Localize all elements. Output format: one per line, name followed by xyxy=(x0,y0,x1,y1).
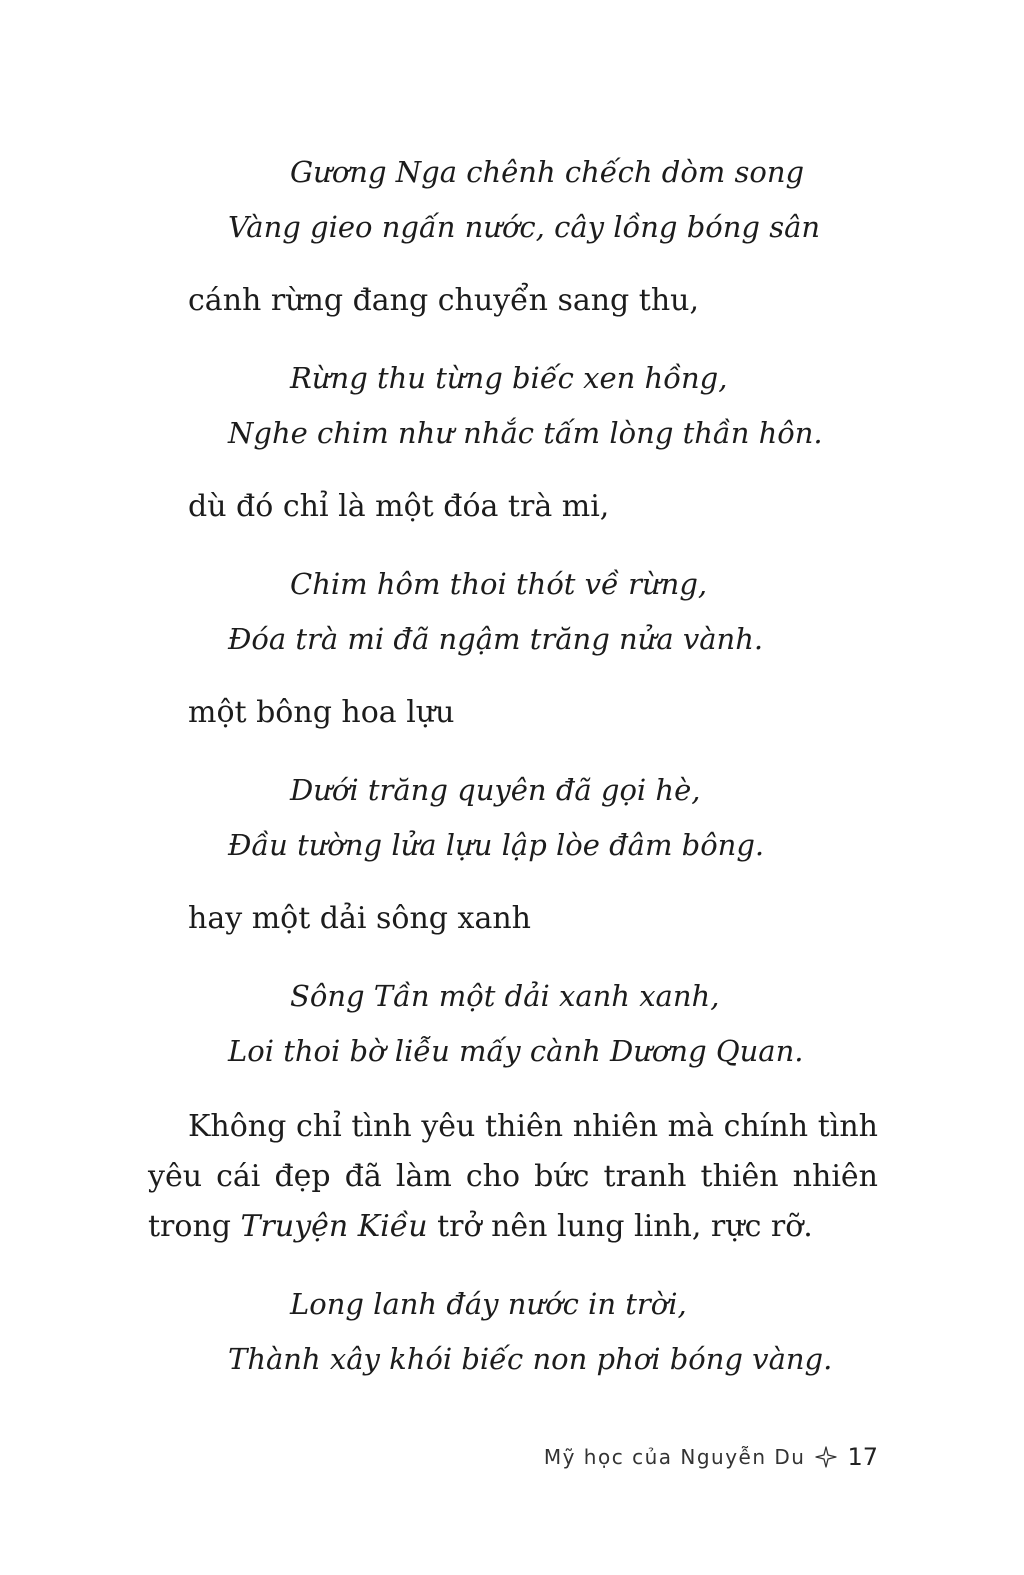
verse-line: Đầu tường lửa lựu lập lòe đâm bông. xyxy=(228,828,765,862)
prose-line: cánh rừng đang chuyển sang thu, xyxy=(188,283,700,318)
verse-line: Đóa trà mi đã ngậm trăng nửa vành. xyxy=(228,622,764,656)
verse-line: Rừng thu từng biếc xen hồng, xyxy=(290,361,728,395)
paragraph-text-end: trở nên lung linh, rực rỡ. xyxy=(427,1209,813,1244)
page-footer xyxy=(544,1443,878,1471)
verse-line: Thành xây khói biếc non phơi bóng vàng. xyxy=(228,1342,833,1376)
prose-line: hay một dải sông xanh xyxy=(188,901,531,936)
book-title: Truyện Kiều xyxy=(240,1209,428,1244)
verse-line: Vàng gieo ngấn nước, cây lồng bóng sân xyxy=(228,210,821,244)
verse-line: Loi thoi bờ liễu mấy cành Dương Quan. xyxy=(228,1034,804,1068)
body-paragraph xyxy=(148,1102,878,1252)
paragraph-text: Không chỉ tình yêu thiên nhiên mà chính tình yêu cái đẹp đã làm cho bức tranh thiên nhiên trong xyxy=(148,1109,878,1244)
prose-line: một bông hoa lựu xyxy=(188,695,455,730)
verse-line: Chim hôm thoi thót về rừng, xyxy=(290,567,708,601)
verse-line: Sông Tần một dải xanh xanh, xyxy=(290,979,720,1013)
verse-line: Long lanh đáy nước in trời, xyxy=(290,1287,687,1321)
verse-line: Gương Nga chênh chếch dòm song xyxy=(290,155,805,189)
verse-line: Nghe chim như nhắc tấm lòng thần hôn. xyxy=(228,416,823,450)
running-title: Mỹ học của Nguyễn Du xyxy=(543,1445,806,1469)
prose-line: dù đó chỉ là một đóa trà mi, xyxy=(188,489,610,524)
verse-line: Dưới trăng quyên đã gọi hè, xyxy=(290,773,701,807)
four-point-star-icon xyxy=(815,1446,837,1468)
page-number: 17 xyxy=(847,1443,878,1471)
